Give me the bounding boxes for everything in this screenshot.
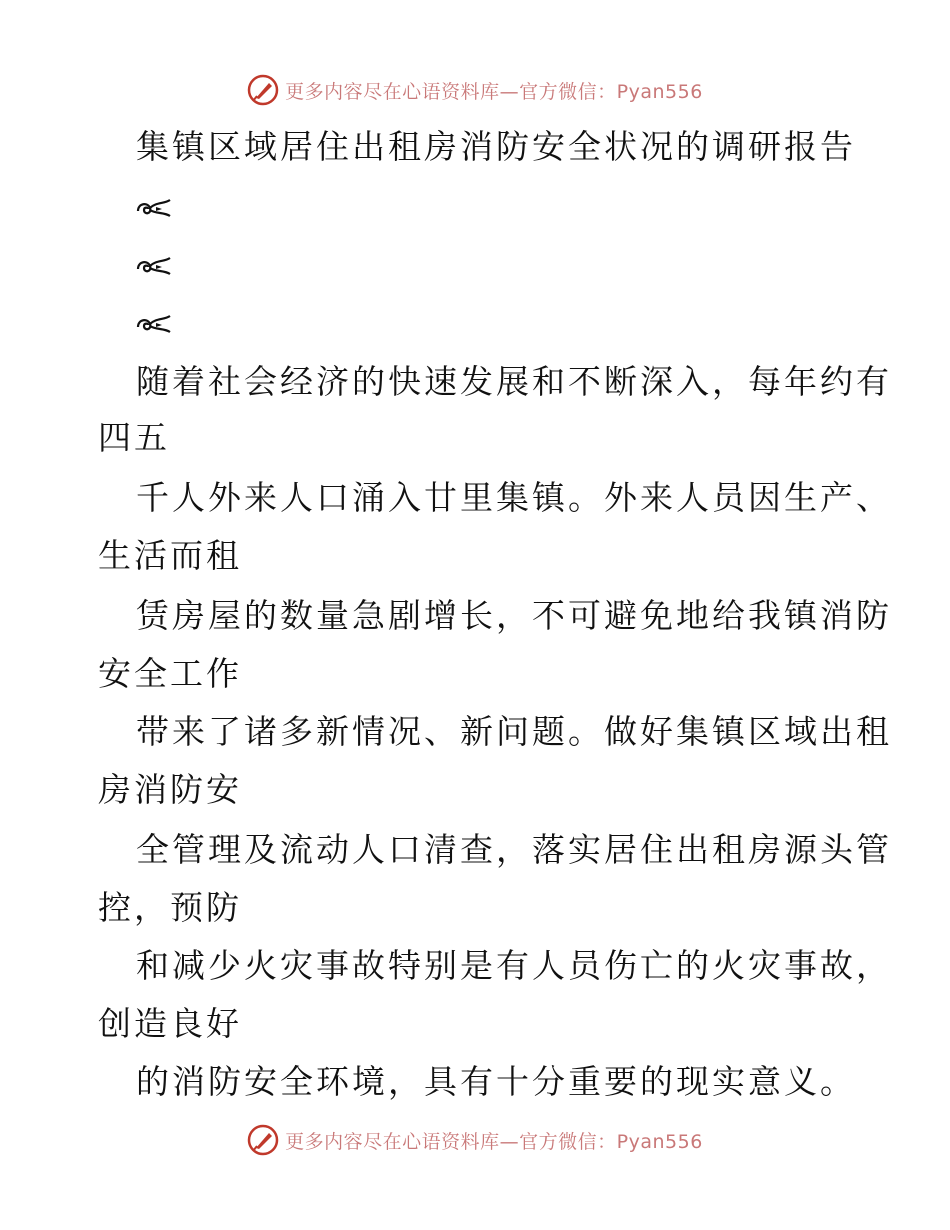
fleuron-icon <box>136 196 172 220</box>
watermark-group <box>247 74 703 106</box>
footer-watermark <box>0 1122 950 1158</box>
fleuron-icon <box>136 312 172 336</box>
fleuron-icon <box>136 254 172 278</box>
quill-pen-icon <box>247 74 279 106</box>
header-watermark <box>0 72 950 108</box>
paragraph-line: 生活而租 <box>98 536 242 575</box>
paragraph-line: 全管理及流动人口清查，落实居住出租房源头管 <box>136 830 892 869</box>
watermark-group <box>247 1124 703 1156</box>
watermark-text: 更多内容尽在心语资料库—官方微信：Pyan556 <box>285 1130 703 1153</box>
paragraph-line: 创造良好 <box>98 1004 242 1043</box>
paragraph-line: 四五 <box>98 418 170 457</box>
paragraph-line: 房消防安 <box>98 770 242 809</box>
paragraph-line: 和减少火灾事故特别是有人员伤亡的火灾事故， <box>136 946 892 985</box>
watermark-text: 更多内容尽在心语资料库—官方微信：Pyan556 <box>285 80 703 103</box>
paragraph-line: 随着社会经济的快速发展和不断深入，每年约有 <box>136 362 892 401</box>
paragraph-line: 带来了诸多新情况、新问题。做好集镇区域出租 <box>136 712 892 751</box>
paragraph-line: 千人外来人口涌入廿里集镇。外来人员因生产、 <box>136 478 892 517</box>
document-title: 集镇区域居住出租房消防安全状况的调研报告 <box>136 127 856 166</box>
quill-pen-icon <box>247 1124 279 1156</box>
paragraph-line: 安全工作 <box>98 654 242 693</box>
paragraph-line: 控，预防 <box>98 888 242 927</box>
paragraph-line: 的消防安全环境，具有十分重要的现实意义。 <box>136 1062 856 1101</box>
paragraph-line: 赁房屋的数量急剧增长，不可避免地给我镇消防 <box>136 596 892 635</box>
